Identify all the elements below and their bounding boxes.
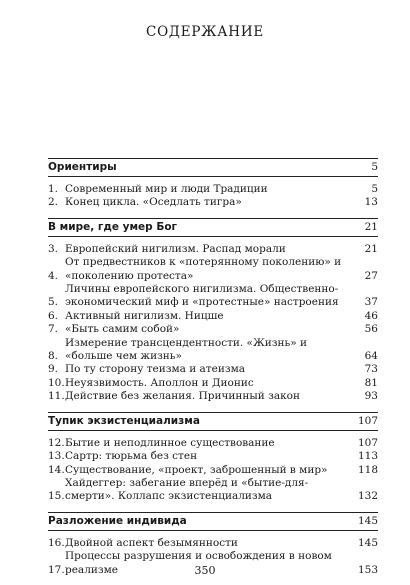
entry-number: 8.	[48, 350, 59, 363]
toc-entry	[48, 450, 378, 463]
entry-title: Бытие и неподлинное существование	[65, 436, 275, 449]
entry-number: 14.	[48, 463, 65, 476]
entry-number: 10.	[48, 376, 65, 389]
toc-entry	[48, 537, 378, 550]
section-page-number: 107	[357, 414, 378, 427]
entry-title: Активный нигилизм. Ницше	[65, 309, 224, 322]
entry-number: 9.	[48, 363, 59, 376]
entry-page-number: 153	[357, 563, 378, 576]
section-heading	[48, 158, 378, 177]
toc-section	[48, 218, 378, 404]
entry-title: Существование, «проект, заброшенный в мир»	[65, 463, 328, 476]
section-heading	[48, 218, 378, 237]
entry-page-number: 27	[364, 269, 378, 282]
toc-entry	[48, 437, 378, 450]
entry-page-number: 93	[364, 390, 378, 403]
entry-page-number: 64	[364, 350, 378, 363]
toc-entry	[48, 183, 378, 196]
entry-number: 12.	[48, 436, 65, 449]
entry-title: «Быть самим собой»	[65, 323, 180, 336]
entry-number: 7.	[48, 323, 59, 336]
entry-page-number: 113	[357, 450, 378, 463]
entry-title: Сартр: тюрьма без стен	[65, 450, 198, 463]
toc-section	[48, 158, 378, 210]
toc-entry	[48, 323, 378, 336]
entry-number: 1.	[48, 183, 59, 195]
entry-title: Современный мир и люди Традиции	[65, 183, 268, 195]
entry-page-number: 56	[364, 323, 378, 336]
entry-number: 17.	[48, 563, 65, 576]
entry-page-number: 13	[364, 196, 378, 209]
entry-number: 15.	[48, 490, 65, 503]
entry-title: От предвестников к «потерянному поколению» и «поколению протеста»	[65, 256, 342, 282]
section-heading	[48, 412, 378, 431]
entry-title: Конец цикла. «Оседлать тигра»	[65, 196, 242, 209]
section-title: В мире, где умер Бог	[48, 220, 178, 233]
section-page-number: 5	[371, 161, 378, 173]
entry-title: Двойной аспект безымянности	[65, 536, 238, 549]
section-page-number: 145	[357, 514, 378, 527]
entry-title: Действие без желания. Причинный закон	[65, 390, 300, 403]
entry-page-number: 37	[364, 296, 378, 309]
entry-page-number: 118	[357, 463, 378, 476]
toc-entry	[48, 390, 378, 403]
toc-entry	[48, 196, 378, 209]
entry-number: 6.	[48, 309, 59, 322]
entry-title: Личины европейского нигилизма. Общественно-экономический миф и «протестные» настроения	[65, 283, 339, 309]
toc-entry	[48, 377, 378, 390]
entry-title: Измерение трансцендентности. «Жизнь» и «больше чем жизнь»	[65, 336, 307, 363]
entry-number: 3.	[48, 242, 59, 255]
entry-page-number: 107	[357, 436, 378, 449]
page-title: СОДЕРЖАНИЕ	[145, 24, 265, 40]
entry-number: 16.	[48, 536, 65, 549]
entry-page-number: 5	[371, 183, 378, 195]
entry-title: Процессы разрушения и освобождения в новом реализме	[65, 550, 332, 576]
entry-number: 5.	[48, 296, 59, 309]
entry-page-number: 81	[364, 376, 378, 389]
entry-number: 4.	[48, 269, 59, 282]
entry-title: По ту сторону теизма и атеизма	[65, 363, 245, 376]
entry-title: Хайдеггер: забегание вперёд и «бытие-для-смерти». Коллапс экзистенциализма	[65, 476, 309, 503]
section-page-number: 21	[364, 220, 378, 233]
section-heading	[48, 512, 378, 531]
section-title: Тупик экзистенциализма	[48, 414, 200, 427]
entry-page-number: 132	[357, 490, 378, 503]
toc-entry	[48, 464, 378, 477]
toc-entry	[48, 243, 378, 256]
entry-title: Европейский нигилизм. Распад морали	[65, 242, 286, 255]
entry-number: 11.	[48, 390, 65, 403]
entry-title: Неуязвимость. Аполлон и Дионис	[65, 376, 254, 389]
toc-section	[48, 412, 378, 504]
page-number: 350	[194, 564, 216, 577]
toc-entry	[48, 256, 378, 283]
entry-number: 2.	[48, 196, 59, 209]
entry-page-number: 145	[357, 536, 378, 549]
toc-entry	[48, 363, 378, 376]
entry-page-number: 73	[364, 363, 378, 376]
section-title: Разложение индивида	[48, 514, 187, 527]
toc-entry	[48, 283, 378, 310]
entry-page-number: 46	[364, 309, 378, 322]
entry-number: 13.	[48, 450, 65, 463]
section-title: Ориентиры	[48, 161, 117, 173]
entry-page-number: 21	[364, 242, 378, 255]
toc-entry	[48, 310, 378, 323]
toc-entry	[48, 477, 378, 504]
toc-entry	[48, 337, 378, 364]
table-of-contents	[48, 158, 378, 585]
